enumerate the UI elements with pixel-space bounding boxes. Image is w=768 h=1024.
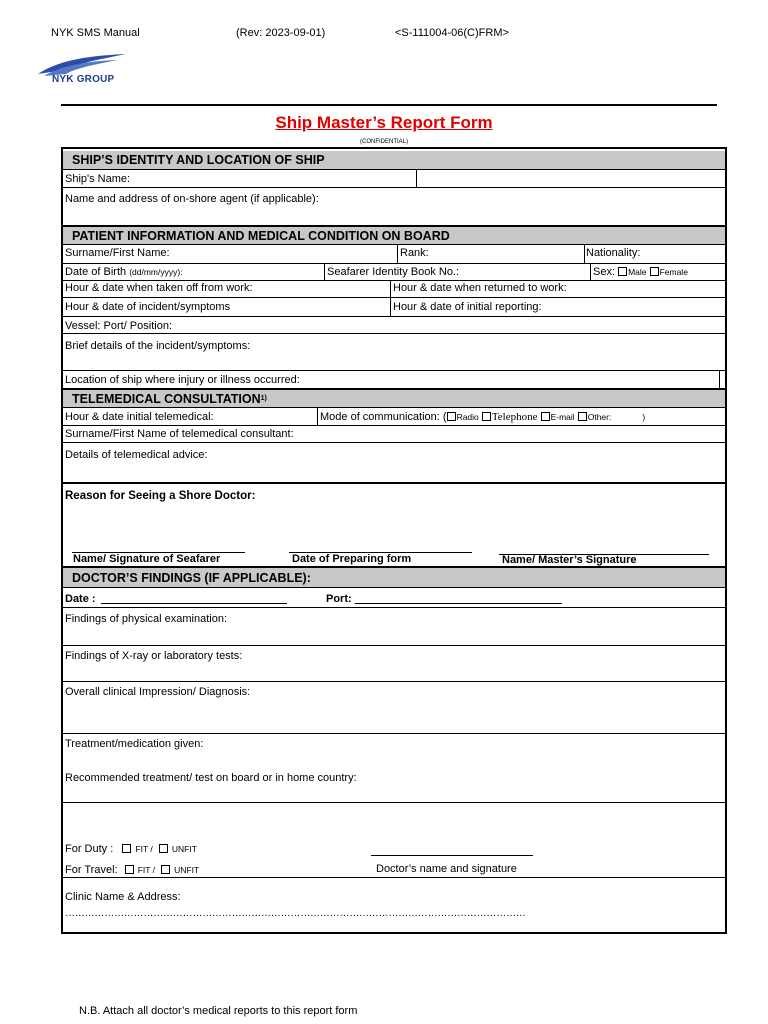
date-preparing-label: Date of Preparing form (292, 553, 412, 565)
section-patient-heading: PATIENT INFORMATION AND MEDICAL CONDITION ON BOARD (63, 225, 725, 245)
agent-label: Name and address of on-shore agent (if applicable): (65, 193, 319, 205)
tele-initial-label: Hour & date initial telemedical: (65, 411, 214, 423)
brief-label: Brief details of the incident/symptoms: (65, 340, 251, 352)
section-ship-heading: SHIP’S IDENTITY AND LOCATION OF SHIP (63, 151, 725, 170)
diagnosis-label: Overall clinical Impression/ Diagnosis: (65, 686, 251, 698)
sex-field: Sex: Male Female (593, 266, 688, 278)
incident-label: Hour & date of incident/symptoms (65, 301, 231, 313)
seafarer-book-label: Seafarer Identity Book No.: (327, 266, 460, 278)
mode-field: Mode of communication: ( Radio Telephone E-mail Other: ) (320, 411, 646, 423)
rank-label: Rank: (400, 247, 429, 259)
clinic-label: Clinic Name & Address: (65, 891, 181, 903)
seafarer-signature-label: Name/ Signature of Seafarer (73, 553, 221, 565)
initial-reporting-label: Hour & date of initial reporting: (393, 301, 542, 313)
duty-fit-checkbox[interactable] (122, 844, 131, 853)
dob-label: Date of Birth (dd/mm/yyyy): (65, 266, 183, 278)
nationality-label: Nationality: (586, 247, 641, 259)
master-signature-label: Name/ Master’s Signature (502, 554, 637, 566)
duty-unfit-checkbox[interactable] (159, 844, 168, 853)
telephone-checkbox[interactable] (482, 412, 491, 421)
confidential-label: (CONFIDENTIAL) (360, 139, 408, 145)
surname-label: Surname/First Name: (65, 247, 170, 259)
for-travel-field: For Travel: FIT / UNFIT (65, 864, 200, 876)
revision: (Rev: 2023-09-01) (236, 27, 326, 39)
treatment-label: Treatment/medication given: (65, 738, 204, 750)
travel-fit-checkbox[interactable] (125, 865, 134, 874)
returned-label: Hour & date when returned to work: (393, 282, 567, 294)
header-rule (61, 104, 717, 106)
nyk-logo (36, 52, 131, 88)
port-label: Port: (326, 593, 352, 605)
email-checkbox[interactable] (541, 412, 550, 421)
physical-label: Findings of physical examination: (65, 613, 228, 625)
section-tele-heading: TELEMEDICAL CONSULTATION 1) (63, 388, 725, 408)
form-code: <S-111004-06(C)FRM> (395, 27, 509, 39)
travel-unfit-checkbox[interactable] (161, 865, 170, 874)
ship-name-label: Ship's Name: (65, 173, 131, 185)
section-doctor-heading: DOCTOR’S FINDINGS (IF APPLICABLE): (63, 566, 725, 588)
recommended-label: Recommended treatment/ test on board or in home country: (65, 772, 357, 784)
vessel-label: Vessel: Port/ Position: (65, 320, 172, 332)
date-label: Date : (65, 593, 96, 605)
other-checkbox[interactable] (578, 412, 587, 421)
logo-text: NYK GROUP (52, 74, 115, 85)
clinic-dots: …………………………………………………………………………………………………………………………… (65, 908, 526, 919)
radio-checkbox[interactable] (447, 412, 456, 421)
manual-name: NYK SMS Manual (51, 27, 140, 39)
location-label: Location of ship where injury or illness occurred: (65, 374, 300, 386)
xray-label: Findings of X-ray or laboratory tests: (65, 650, 243, 662)
male-checkbox[interactable] (618, 267, 627, 276)
form-title: Ship Master’s Report Form (275, 113, 493, 132)
taken-off-label: Hour & date when taken off from work: (65, 282, 253, 294)
for-duty-field: For Duty : FIT / UNFIT (65, 843, 197, 855)
reason-heading: Reason for Seeing a Shore Doctor: (65, 490, 256, 502)
report-form (61, 147, 727, 934)
bird-logo-icon (36, 52, 131, 76)
consultant-label: Surname/First Name of telemedical consultant: (65, 428, 294, 440)
female-checkbox[interactable] (650, 267, 659, 276)
doctor-signature-label: Doctor’s name and signature (376, 863, 517, 875)
footer-note: N.B. Attach all doctor’s medical reports to this report form (79, 1005, 358, 1017)
advice-label: Details of telemedical advice: (65, 449, 208, 461)
